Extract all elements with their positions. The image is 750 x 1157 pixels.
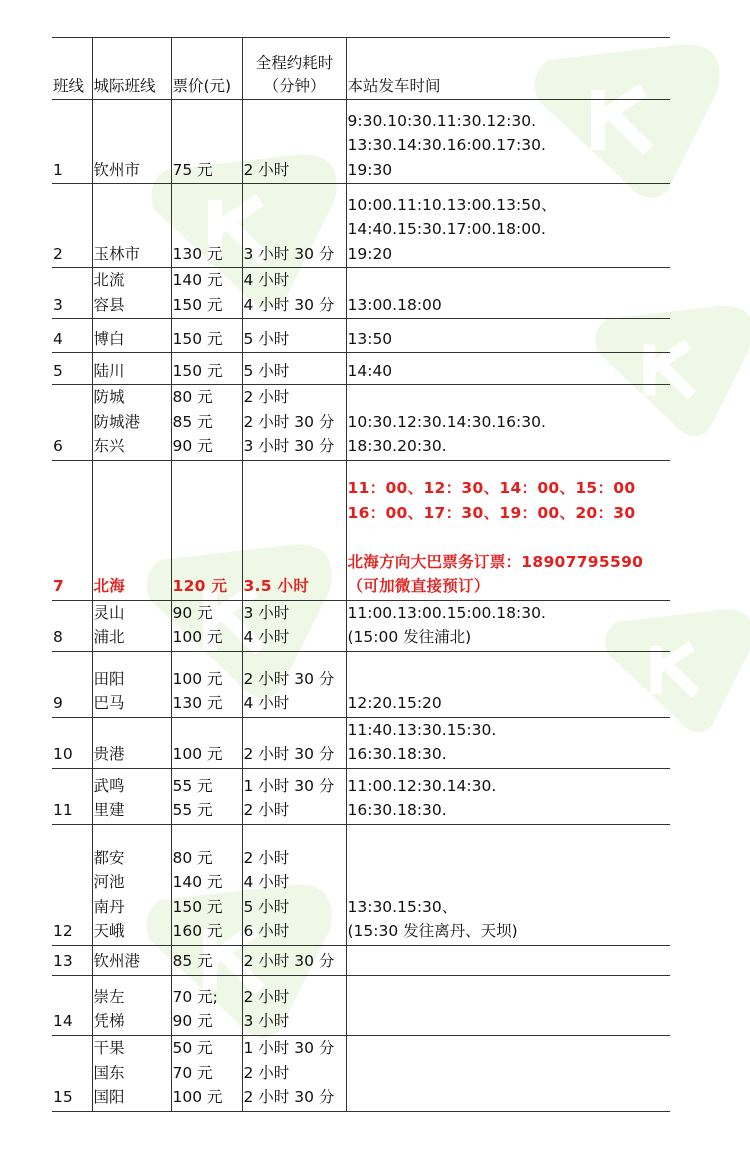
duration-line: 4 小时 <box>243 873 290 891</box>
price-cell <box>171 184 242 268</box>
header-duration-line1: 全程约耗时 <box>255 54 334 72</box>
destination-line: 都安 <box>93 848 125 867</box>
duration-cell <box>242 353 346 385</box>
departure-times-cell <box>346 651 670 717</box>
destination-cell <box>92 460 171 600</box>
departure-times-line: 10:30.12:30.14:30.16:30. <box>347 412 546 431</box>
price-cell <box>171 385 242 461</box>
destination-line: 崇左 <box>93 987 125 1006</box>
destination-line: 浦北 <box>93 628 125 646</box>
duration-cell <box>242 268 346 319</box>
destination-line: 防城港 <box>93 412 141 431</box>
price-line: 70 元 <box>172 1063 213 1082</box>
line-number-cell <box>52 824 92 945</box>
price-line: 90 元 <box>172 1012 213 1030</box>
line-number: 1 <box>53 160 63 179</box>
duration-line: 1 小时 30 分 <box>243 1039 335 1057</box>
departure-times-cell <box>346 1035 670 1111</box>
line-number: 14 <box>53 1012 73 1030</box>
duration-line: 2 小时 <box>243 388 290 406</box>
price-cell <box>171 768 242 824</box>
duration-line: 2 小时 30 分 <box>243 669 335 688</box>
line-number-cell <box>52 945 92 975</box>
duration-cell <box>242 460 346 600</box>
line-number-cell <box>52 353 92 385</box>
duration-line: 5 小时 <box>243 329 290 348</box>
table-row <box>52 385 670 461</box>
table-row <box>52 184 670 268</box>
departure-times-line: 13:50 <box>347 329 393 348</box>
duration-cell <box>242 824 346 945</box>
duration-line: 2 小时 <box>243 801 290 819</box>
departure-times-cell <box>346 319 670 353</box>
table-row <box>52 319 670 353</box>
duration-cell <box>242 651 346 717</box>
destination-line: 凭梯 <box>93 1012 125 1030</box>
destination-cell <box>92 385 171 461</box>
price-cell <box>171 100 242 184</box>
header-row <box>52 38 670 100</box>
price-line: 150 元 <box>172 329 223 348</box>
departure-times-line: 12:20.15:20 <box>347 694 442 712</box>
price-line: 100 元 <box>172 669 223 688</box>
destination-cell <box>92 824 171 945</box>
departure-times-line: 13:30.14:30.16:00.17:30. <box>347 136 546 154</box>
destination-line: 南丹 <box>93 897 125 916</box>
duration-line: 4 小时 <box>243 694 290 712</box>
departure-times-line: 18:30.20:30. <box>347 437 447 455</box>
table-row <box>52 600 670 651</box>
price-cell <box>171 975 242 1035</box>
price-cell <box>171 319 242 353</box>
duration-line: 3 小时 30 分 <box>243 437 335 455</box>
destination-cell <box>92 319 171 353</box>
destination-line: 北流 <box>93 271 125 289</box>
price-line: 80 元 <box>172 848 213 867</box>
price-line: 140 元 <box>172 873 223 891</box>
departure-times-line: 14:40 <box>347 361 393 380</box>
price-line: 80 元 <box>172 388 213 406</box>
departure-times-cell <box>346 268 670 319</box>
duration-cell <box>242 1035 346 1111</box>
price-cell <box>171 945 242 975</box>
duration-line: 3.5 小时 <box>243 577 310 595</box>
price-line: 50 元 <box>172 1039 213 1057</box>
duration-line: 2 小时 30 分 <box>243 952 335 970</box>
destination-line: 干果 <box>93 1039 125 1057</box>
line-number-cell <box>52 460 92 600</box>
line-number-cell <box>52 385 92 461</box>
price-line: 85 元 <box>172 412 213 431</box>
line-number: 9 <box>53 694 63 712</box>
duration-line: 3 小时 <box>243 603 290 622</box>
table-row <box>52 717 670 768</box>
destination-line: 贵港 <box>93 745 125 763</box>
departure-times-cell <box>346 353 670 385</box>
price-line: 130 元 <box>172 244 223 263</box>
line-number-cell <box>52 600 92 651</box>
line-number: 13 <box>53 952 73 970</box>
destination-line: 防城 <box>93 388 125 406</box>
table-row <box>52 824 670 945</box>
line-number: 10 <box>53 745 73 763</box>
destination-cell <box>92 651 171 717</box>
departure-times-cell <box>346 768 670 824</box>
departure-times-cell <box>346 975 670 1035</box>
duration-line: 2 小时 30 分 <box>243 412 335 431</box>
duration-cell <box>242 768 346 824</box>
duration-cell <box>242 600 346 651</box>
destination-cell <box>92 100 171 184</box>
duration-line: 4 小时 30 分 <box>243 295 335 314</box>
duration-line: 2 小时 30 分 <box>243 1088 335 1106</box>
departure-times-line: 16:30.18:30. <box>347 745 447 763</box>
duration-cell <box>242 385 346 461</box>
departure-times-line: 11:00.13:00.15:00.18:30. <box>347 603 546 622</box>
table-row <box>52 100 670 184</box>
table-row <box>52 945 670 975</box>
destination-line: 天峨 <box>93 922 125 940</box>
schedule-sheet <box>52 37 670 1112</box>
departure-times-line: 16：00、17：30、19：00、20：30 <box>347 503 636 522</box>
duration-line: 1 小时 30 分 <box>243 776 335 795</box>
destination-line: 国东 <box>93 1063 125 1082</box>
destination-line: 钦州市 <box>93 160 141 179</box>
table-row <box>52 460 670 600</box>
line-number-cell <box>52 651 92 717</box>
departure-times-cell <box>346 717 670 768</box>
line-number-cell <box>52 319 92 353</box>
destination-cell <box>92 945 171 975</box>
table-row <box>52 651 670 717</box>
line-number: 3 <box>53 295 63 314</box>
departure-times-line: 16:30.18:30. <box>347 801 447 819</box>
price-line: 100 元 <box>172 745 223 763</box>
line-number-cell <box>52 717 92 768</box>
duration-line: 2 小时 <box>243 987 290 1006</box>
departure-times-line: 11:40.13:30.15:30. <box>347 720 497 739</box>
destination-line: 里建 <box>93 801 125 819</box>
line-number: 2 <box>53 244 63 263</box>
header-line: 班线 <box>52 38 92 100</box>
duration-line: 2 小时 <box>243 160 290 179</box>
header-route: 城际班线 <box>92 38 171 100</box>
departure-times-line: 13:30.15:30、 <box>347 897 458 916</box>
destination-line: 巴马 <box>93 694 125 712</box>
duration-line: 3 小时 30 分 <box>243 244 335 263</box>
price-line: 150 元 <box>172 361 223 380</box>
line-number-cell <box>52 768 92 824</box>
departure-times-line: 10:00.11:10.13:00.13:50、 <box>347 195 557 214</box>
departure-times-line: 11：00、12：30、14：00、15：00 <box>347 479 636 497</box>
price-cell <box>171 460 242 600</box>
departure-times-cell <box>346 460 670 600</box>
duration-cell <box>242 319 346 353</box>
header-departure: 本站发车时间 <box>346 38 670 100</box>
departure-times-cell <box>346 184 670 268</box>
duration-cell <box>242 945 346 975</box>
price-cell <box>171 1035 242 1111</box>
line-number: 11 <box>53 801 73 819</box>
table-row <box>52 353 670 385</box>
destination-cell <box>92 184 171 268</box>
departure-times-line: 北海方向大巴票务订票：18907795590 <box>347 552 644 571</box>
destination-line: 田阳 <box>93 669 125 688</box>
departure-times-line: (15:00 发往浦北) <box>347 628 472 646</box>
price-line: 85 元 <box>172 952 213 970</box>
price-line: 130 元 <box>172 694 223 712</box>
destination-line: 灵山 <box>93 603 125 622</box>
destination-cell <box>92 268 171 319</box>
duration-cell <box>242 975 346 1035</box>
line-number: 4 <box>53 329 63 348</box>
departure-times-line: 19:20 <box>347 244 393 263</box>
line-number: 5 <box>53 361 63 380</box>
destination-line: 博白 <box>93 329 125 348</box>
destination-line: 北海 <box>93 577 126 595</box>
departure-times-line <box>348 525 671 550</box>
table-row <box>52 1035 670 1111</box>
price-line: 160 元 <box>172 922 223 940</box>
duration-cell <box>242 717 346 768</box>
duration-line: 2 小时 <box>243 848 290 867</box>
price-line: 70 元; <box>172 987 218 1006</box>
departure-times-line: 14:40.15:30.17:00.18:00. <box>347 220 546 238</box>
destination-line: 陆川 <box>93 361 125 380</box>
price-cell <box>171 600 242 651</box>
duration-line: 5 小时 <box>243 897 290 916</box>
departure-times-line: 11:00.12:30.14:30. <box>347 776 497 795</box>
line-number-cell <box>52 1035 92 1111</box>
destination-line: 钦州港 <box>93 952 141 970</box>
price-line: 55 元 <box>172 776 213 795</box>
destination-line: 国阳 <box>93 1088 125 1106</box>
header-duration <box>242 38 346 100</box>
departure-times-cell <box>346 945 670 975</box>
price-cell <box>171 717 242 768</box>
destination-line: 河池 <box>93 873 125 891</box>
duration-line: 4 小时 <box>243 628 290 646</box>
departure-times-line: （可加微直接预订） <box>347 577 490 595</box>
duration-line: 6 小时 <box>243 922 290 940</box>
price-line: 75 元 <box>172 160 213 179</box>
destination-cell <box>92 1035 171 1111</box>
destination-line: 玉林市 <box>93 244 141 263</box>
line-number-cell <box>52 268 92 319</box>
price-cell <box>171 651 242 717</box>
departure-times-cell <box>346 600 670 651</box>
price-cell <box>171 353 242 385</box>
header-price: 票价(元) <box>171 38 242 100</box>
duration-line: 3 小时 <box>243 1012 290 1030</box>
duration-line: 2 小时 30 分 <box>243 745 335 763</box>
duration-line: 5 小时 <box>243 361 290 380</box>
line-number-cell <box>52 184 92 268</box>
line-number: 6 <box>53 437 63 455</box>
destination-line: 武鸣 <box>93 776 125 795</box>
line-number: 15 <box>53 1088 73 1106</box>
price-line: 55 元 <box>172 801 213 819</box>
price-line: 150 元 <box>172 897 223 916</box>
destination-cell <box>92 717 171 768</box>
departure-times-line: 19:30 <box>347 160 393 179</box>
departure-times-cell <box>346 824 670 945</box>
destination-cell <box>92 768 171 824</box>
header-duration-line2: （分钟） <box>263 77 326 95</box>
departure-times-line: 9:30.10:30.11:30.12:30. <box>347 111 537 130</box>
price-cell <box>171 824 242 945</box>
line-number: 8 <box>53 628 63 646</box>
duration-line: 4 小时 <box>243 271 290 289</box>
line-number-cell <box>52 975 92 1035</box>
destination-cell <box>92 975 171 1035</box>
departure-times-line: (15:30 发往离丹、天坝) <box>347 922 518 940</box>
price-cell <box>171 268 242 319</box>
line-number: 7 <box>53 577 65 595</box>
price-line: 90 元 <box>172 603 213 622</box>
price-line: 150 元 <box>172 295 223 314</box>
line-number: 12 <box>53 922 73 940</box>
departure-times-cell <box>346 385 670 461</box>
destination-line: 东兴 <box>93 437 125 455</box>
duration-cell <box>242 100 346 184</box>
table-row <box>52 268 670 319</box>
table-row <box>52 768 670 824</box>
price-line: 100 元 <box>172 628 223 646</box>
price-line: 120 元 <box>172 577 228 595</box>
departure-times-cell <box>346 100 670 184</box>
price-line: 100 元 <box>172 1088 223 1106</box>
destination-cell <box>92 600 171 651</box>
price-line: 140 元 <box>172 271 223 289</box>
destination-cell <box>92 353 171 385</box>
departure-times-line: 13:00.18:00 <box>347 295 442 314</box>
table-row <box>52 975 670 1035</box>
price-line: 90 元 <box>172 437 213 455</box>
line-number-cell <box>52 100 92 184</box>
duration-line: 2 小时 <box>243 1063 290 1082</box>
destination-line: 容县 <box>93 295 125 314</box>
bus-schedule-table <box>52 37 670 1112</box>
duration-cell <box>242 184 346 268</box>
